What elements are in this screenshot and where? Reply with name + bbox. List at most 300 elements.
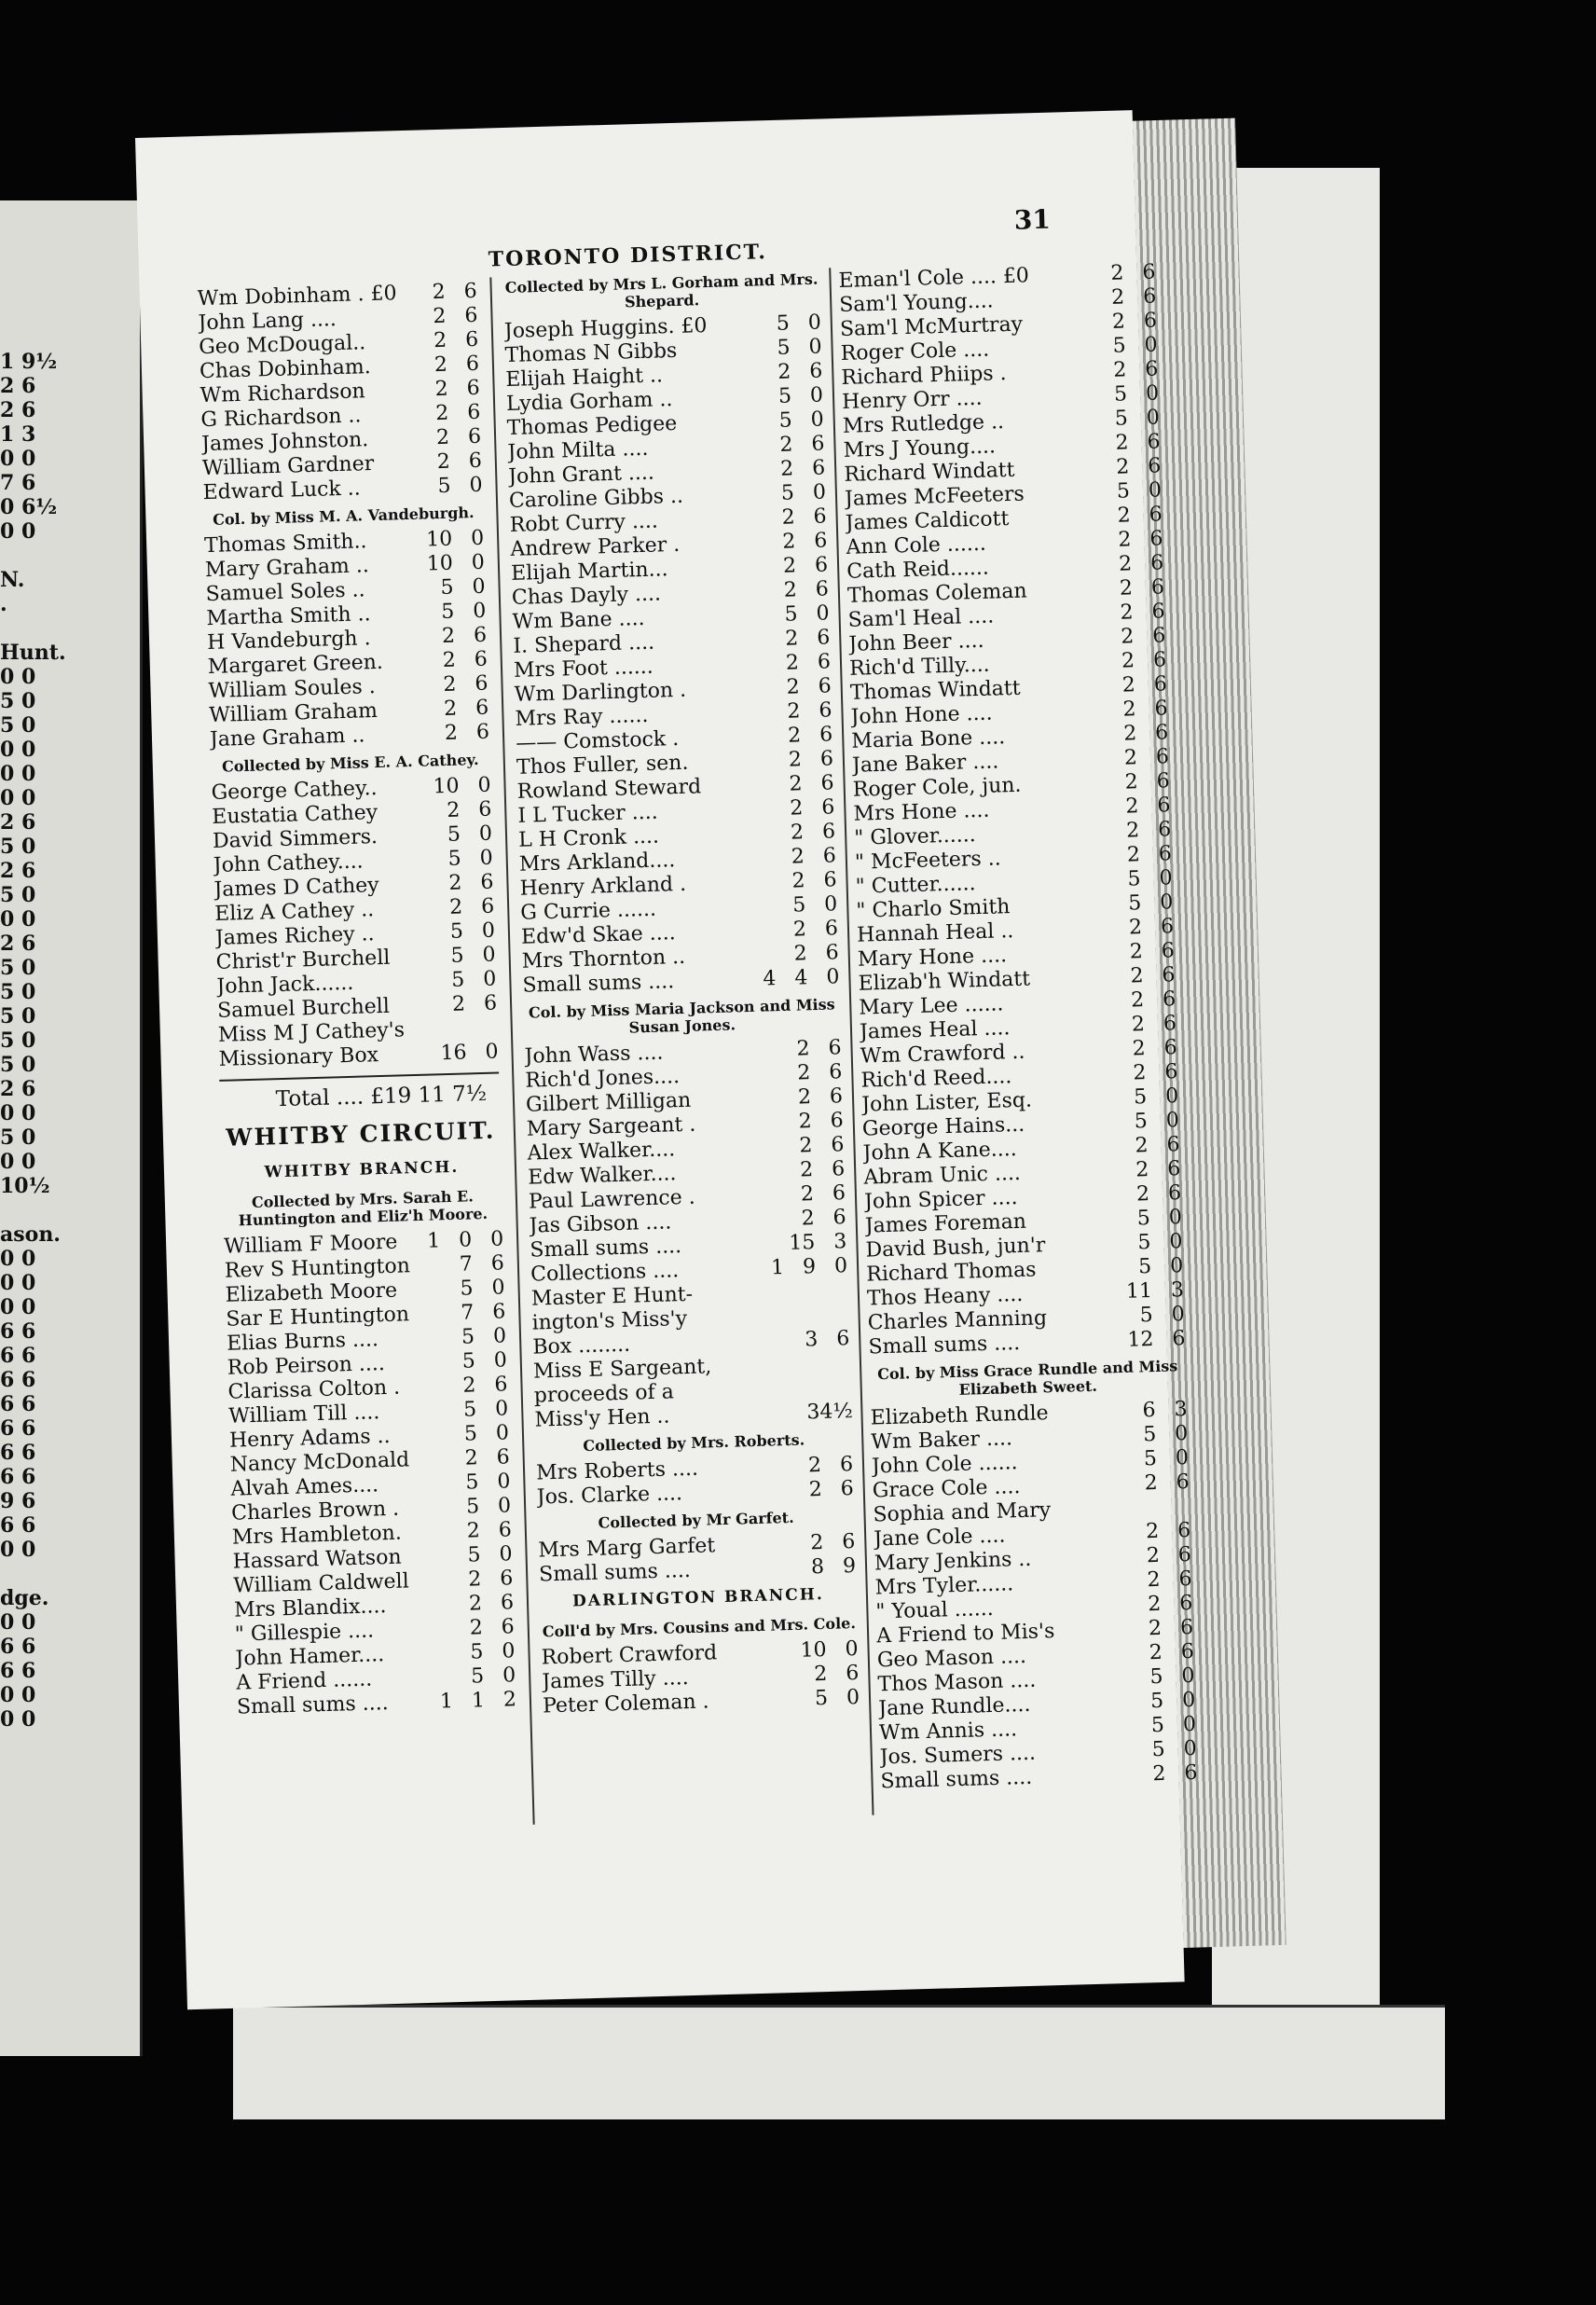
subscriber-name: John Grant .... (507, 461, 655, 489)
subscriber-name: Mrs Tyler...... (874, 1572, 1014, 1600)
subscriber-name: Robt Curry .... (509, 509, 659, 537)
fragment-line: 9 6 (0, 1489, 36, 1513)
subscriber-name: Thomas Smith.. (203, 530, 367, 559)
pence-amount: 6 (1157, 818, 1172, 842)
pounds-amount (423, 1641, 452, 1666)
pence-amount: 0 (478, 821, 493, 846)
subscriber-name: Martha Smith .. (206, 602, 371, 631)
subscriber-name: Small sums .... (530, 1235, 682, 1263)
fragment-line: 6 6 (0, 1416, 36, 1441)
subscriber-name: Thomas N Gibbs (504, 338, 678, 368)
pounds-amount (418, 1423, 447, 1448)
pence-amount: 6 (475, 720, 490, 745)
pounds-amount (758, 1329, 787, 1354)
subscriber-name: Henry Arkland . (519, 872, 687, 901)
subscriber-name: Lydia Gorham .. (505, 388, 673, 416)
pence-amount: 6 (841, 1530, 856, 1554)
shillings-amount: 2 (1133, 1061, 1147, 1085)
shillings-amount: 2 (790, 821, 805, 845)
fragment-line: 0 0 (0, 519, 36, 544)
fragment-line: 6 6 (0, 1344, 36, 1368)
fragment-line: 5 0 (0, 1125, 36, 1150)
pence-amount: 6 (1142, 260, 1156, 284)
subscriber-name: John Jack...... (216, 971, 354, 999)
shillings-amount: 2 (779, 433, 793, 457)
shillings-amount (787, 1352, 819, 1377)
subscriber-name: Roger Cole, jun. (852, 773, 1022, 802)
pence-amount: 6 (464, 327, 479, 352)
subscriber-name: George Hains... (861, 1112, 1025, 1141)
shillings-amount: 5 (784, 602, 798, 627)
pence-amount: 6 (823, 868, 837, 892)
subscriber-name: Master E Hunt- (530, 1282, 694, 1311)
pounds-amount (421, 1568, 450, 1594)
pence-amount: 6 (1177, 1542, 1192, 1567)
pence-amount: 3 (1170, 1278, 1185, 1303)
shillings-amount: 2 (1118, 528, 1132, 552)
fragment-line: 2 6 (0, 398, 36, 422)
subscriber-name: David Simmers. (212, 825, 378, 853)
fragment-line (0, 1198, 65, 1222)
pounds-amount (753, 1159, 782, 1184)
pence-amount: 6 (498, 1518, 513, 1542)
bottom-sheet (233, 2005, 1445, 2119)
subscriber-name: Elizab'h Windatt (858, 967, 1031, 996)
shillings-amount: 2 (1148, 1616, 1163, 1641)
pence-amount: 6 (822, 844, 837, 868)
subscriber-name: " Charlo Smith (856, 895, 1011, 923)
shillings-amount: 2 (1129, 940, 1144, 964)
entry-list (211, 774, 499, 1072)
pounds-amount (422, 1593, 451, 1618)
pence-amount: 0 (1146, 406, 1161, 430)
pence-amount: 0 (492, 1324, 507, 1348)
shillings-amount: 11 (1125, 1279, 1153, 1304)
fragment-line: 7 6 (0, 471, 36, 495)
pence-amount: 0 (502, 1663, 516, 1688)
subscriber-name: I L Tucker .... (517, 800, 659, 828)
pence-amount: 0 (479, 846, 494, 870)
shillings-amount: 16 (440, 1041, 467, 1066)
subscriber-name: Margaret Green. (207, 650, 384, 680)
collector-heading: Col. by Miss M. A. Vandeburgh. (212, 504, 475, 529)
shillings-amount: 2 (797, 1085, 812, 1110)
pence-amount: 4½ (819, 1400, 854, 1425)
subscriber-name: Thomas Coleman (846, 579, 1027, 608)
shillings-amount: 2 (1119, 576, 1134, 600)
shillings-amount: 2 (1111, 310, 1126, 334)
shillings-amount: 5 (465, 1470, 479, 1495)
shillings-amount: 2 (444, 721, 459, 745)
fragment-line: 0 0 (0, 1271, 36, 1295)
shillings-amount: 2 (464, 1446, 479, 1470)
subscriber-name: Wm Dobinham . £0 (197, 282, 397, 311)
pounds-amount (751, 1086, 780, 1111)
pence-amount: 6 (467, 400, 481, 425)
subscriber-name: Box ........ (532, 1332, 631, 1360)
pence-amount: 0 (808, 335, 822, 359)
shillings-amount: 2 (1110, 285, 1125, 310)
subscriber-name: Missionary Box (218, 1043, 379, 1071)
subscriber-name: James Richey .. (214, 922, 375, 950)
shillings-amount: 10 (800, 1637, 827, 1663)
branch-heading: WHITBY BRANCH. (264, 1157, 460, 1182)
branch-heading: DARLINGTON BRANCH. (571, 1584, 825, 1611)
pence-amount: 0 (1174, 1422, 1189, 1446)
subscriber-name: Mrs Marg Garfet (538, 1534, 716, 1563)
page-number: 31 (1013, 203, 1052, 236)
pence-amount: 6 (501, 1615, 516, 1639)
pence-amount: 6 (463, 279, 478, 304)
shillings-amount: 5 (451, 968, 465, 992)
shillings-amount: 2 (789, 772, 803, 796)
subscriber-name: Hannah Heal .. (856, 919, 1014, 947)
pence-amount: 6 (1149, 503, 1163, 527)
shillings-amount: 5 (462, 1398, 477, 1422)
pounds-amount (759, 1377, 788, 1402)
shillings-amount: 2 (435, 401, 449, 426)
pence-amount: 0 (477, 773, 491, 798)
pence-amount: 6 (1154, 697, 1168, 721)
subscriber-name: Wm Bane .... (512, 606, 645, 634)
pence-amount: 0 (1145, 381, 1160, 406)
subscriber-name: Mrs J Young.... (843, 435, 997, 462)
shillings-amount: 10 (433, 774, 460, 799)
fragment-line: 2 6 (0, 810, 36, 835)
subscriber-name: James McFeeters (844, 482, 1025, 511)
pence-amount: 0 (812, 480, 827, 504)
subscriber-name: Elijah Martin... (510, 558, 668, 586)
shillings-amount: 5 (461, 1349, 476, 1373)
shillings-amount: 2 (791, 869, 805, 893)
shillings-amount: 2 (782, 554, 797, 578)
pence-amount: 0 (1148, 478, 1163, 503)
shillings-amount: 2 (432, 280, 447, 305)
pounds-amount (419, 1471, 447, 1497)
pence-amount: 6 (831, 1133, 845, 1157)
subscriber-name: Joseph Huggins. £0 (503, 313, 708, 344)
shillings-amount: 2 (779, 457, 794, 481)
shillings-amount: 5 (1137, 1255, 1152, 1279)
fragment-line: 0 0 (0, 1247, 36, 1271)
subscriber-name: Edw Walker.... (527, 1162, 677, 1190)
pence-amount: 6 (474, 647, 488, 672)
pounds-amount (760, 1401, 789, 1427)
shillings-amount: 5 (449, 919, 464, 944)
pence-amount: 6 (500, 1591, 515, 1615)
shillings-amount: 5 (450, 944, 464, 968)
shillings-amount: 2 (441, 624, 456, 649)
subscriber-name: Robert Crawford (541, 1641, 718, 1670)
shillings-amount: 2 (433, 328, 447, 353)
shillings-amount: 5 (467, 1543, 481, 1567)
shillings-amount: 2 (808, 1477, 823, 1502)
column-2 (502, 270, 860, 1719)
shillings-amount: 2 (434, 377, 448, 402)
subscriber-name: Mrs Foot ...... (513, 655, 654, 683)
shillings-amount: 2 (443, 672, 457, 697)
previous-page-fragment (0, 200, 143, 2056)
subscriber-name: Abram Unic .... (863, 1161, 1022, 1190)
shillings-amount: 1 (471, 1689, 486, 1713)
pence-amount: 2 (502, 1688, 517, 1712)
pence-amount: 6 (1179, 1615, 1194, 1640)
shillings-amount: 2 (1115, 455, 1130, 479)
pounds-amount: 1 (770, 1256, 785, 1280)
shillings-amount (1126, 1496, 1159, 1521)
shillings-amount: 5 (777, 384, 792, 408)
subscriber-name: Mary Jenkins .. (874, 1547, 1032, 1576)
subscriber-name: Richard Windatt (844, 458, 1015, 487)
subscriber-name: Richard Thomas (865, 1258, 1037, 1287)
pence-amount: 6 (814, 529, 828, 553)
subscriber-name: Collections .... (530, 1259, 680, 1287)
pence-amount: 6 (819, 723, 833, 747)
fragment-line: 6 6 (0, 1465, 36, 1489)
subscriber-name: Rev S Huntington (224, 1254, 411, 1283)
pence-amount (465, 1016, 498, 1042)
pence-amount: 6 (829, 1084, 844, 1109)
pence-amount: 6 (840, 1477, 855, 1501)
subscriber-name: Sophia and Mary (873, 1498, 1052, 1527)
subscriber-name: Jane Baker .... (851, 750, 999, 778)
pence-amount: 6 (494, 1373, 508, 1397)
collector-heading: Collected by Mrs. Sarah E. Huntington and Eliz'h Moore. (238, 1187, 488, 1230)
entry-list (504, 311, 840, 999)
shillings-amount: 2 (1115, 431, 1129, 455)
subscriber-name: John Milta .... (507, 436, 649, 464)
pence-amount: 6 (824, 917, 839, 941)
shillings-amount: 5 (440, 600, 455, 625)
subscriber-name: A Friend ...... (235, 1667, 373, 1695)
subscriber-name: Rich'd Reed.... (860, 1065, 1012, 1093)
fragment-line: . (0, 592, 7, 616)
pence-amount: 6 (820, 795, 835, 820)
subscriber-name: Jos. Sumers .... (879, 1741, 1037, 1770)
fragment-line: 0 0 (0, 665, 36, 689)
shillings-amount: 4 (794, 966, 808, 990)
shillings-amount: 2 (448, 871, 462, 895)
subscriber-name: Ann Cole ...... (846, 531, 987, 559)
pence-amount: 0 (497, 1470, 511, 1494)
entry-list (538, 1530, 856, 1587)
pence-amount: 6 (480, 894, 495, 918)
shillings-amount: 2 (436, 449, 451, 475)
subscriber-name: Miss'y Hen .. (534, 1404, 670, 1432)
subscriber-name: Thomas Windatt (849, 676, 1021, 705)
shillings-amount: 2 (783, 578, 798, 602)
shillings-amount: 5 (1149, 1689, 1164, 1714)
shillings-amount: 2 (1144, 1470, 1159, 1496)
subscriber-name: Jane Graham .. (209, 724, 365, 752)
subscriber-name: Nancy McDonald (229, 1448, 410, 1477)
shillings-amount: 2 (1121, 673, 1136, 697)
subscriber-name: Mrs Ray ...... (515, 703, 649, 731)
pence-amount: 6 (490, 1251, 505, 1276)
entry-list (224, 1227, 516, 1719)
shillings-amount: 5 (437, 474, 451, 499)
shillings-amount: 2 (466, 1519, 481, 1543)
shillings-amount: 2 (793, 942, 808, 966)
entry-list (536, 1453, 854, 1510)
subscriber-name: Sam'l Heal .... (847, 604, 995, 632)
shillings-amount (784, 1279, 817, 1304)
subscriber-name: Jane Rundle.... (878, 1692, 1031, 1721)
shillings-amount: 2 (810, 1530, 824, 1555)
fragment-line: 5 0 (0, 835, 36, 859)
subscriber-name: " Cutter...... (855, 872, 976, 899)
fragment-line: 2 6 (0, 1077, 36, 1101)
pence-amount: 6 (813, 504, 827, 529)
subscriber-name: G Richardson .. (200, 404, 362, 433)
fragment-line: 5 0 (0, 883, 36, 907)
subscriber-name: Elijah Haight .. (505, 364, 664, 393)
pence-amount: 6 (1176, 1470, 1190, 1495)
subscriber-name: Miss E Sargeant, (532, 1355, 712, 1384)
pounds-amount: 4 (763, 967, 777, 991)
shillings-amount: 5 (1137, 1231, 1151, 1255)
pence-amount: 6 (1149, 527, 1163, 551)
subscriber-name: A Friend to Mis's (875, 1620, 1055, 1649)
subscriber-name: Small sums .... (880, 1765, 1033, 1794)
shillings-amount: 5 (440, 575, 454, 600)
fragment-line: N. (0, 568, 25, 592)
subscriber-name: Mary Graham .. (204, 554, 370, 583)
shillings-amount: 12 (1127, 1328, 1154, 1352)
shillings-amount: 2 (1147, 1567, 1161, 1593)
shillings-amount: 2 (1121, 625, 1135, 649)
shillings-amount: 2 (442, 648, 457, 673)
subscriber-name: Eustatia Cathey (212, 801, 378, 829)
fragment-line: 6 6 (0, 1392, 36, 1416)
fragment-line: 0 0 (0, 1101, 36, 1125)
subscriber-name: Chas Dayly .... (511, 582, 662, 610)
pence-amount: 6 (1145, 357, 1159, 381)
collector-heading: Collected by Miss E. A. Cathey. (221, 750, 479, 776)
shillings-amount: 5 (1134, 1110, 1149, 1134)
pence-amount: 6 (1163, 1012, 1177, 1036)
pence-amount: 0 (833, 1254, 848, 1278)
fragment-line: 0 0 (0, 1150, 36, 1174)
subscriber-name: Wm Annis .... (878, 1718, 1018, 1746)
page-header: TORONTO DISTRICT. (488, 240, 768, 272)
pounds-amount (759, 1353, 788, 1378)
fragment-line: 1 3 (0, 422, 36, 447)
shillings-amount: 2 (1121, 649, 1135, 673)
pence-amount: 0 (495, 1421, 510, 1445)
pounds-amount (750, 1038, 778, 1063)
subscriber-name: Mrs Arkland.... (518, 849, 676, 876)
shillings-amount: 10 (426, 551, 454, 576)
subscriber-name: G Currie ...... (520, 897, 657, 925)
shillings-amount: 2 (796, 1061, 811, 1085)
subscriber-name: Sam'l Young.... (838, 289, 994, 317)
pence-amount: 0 (1181, 1688, 1196, 1713)
shillings-amount: 5 (1113, 382, 1128, 407)
pence-amount: 6 (811, 432, 825, 456)
shillings-amount (433, 1016, 466, 1042)
pence-amount: 6 (1151, 600, 1165, 624)
pence-amount: 0 (1182, 1712, 1197, 1737)
shillings-amount: 5 (470, 1664, 485, 1689)
subscriber-name: Caroline Gibbs .. (508, 484, 684, 513)
entry-list (204, 527, 489, 752)
subscriber-name: Elizabeth Rundle (870, 1401, 1049, 1430)
subscriber-name: John Wass .... (524, 1041, 664, 1069)
subscriber-name: Geo McDougal.. (198, 331, 366, 360)
fragment-line: 6 6 (0, 1441, 36, 1465)
subscriber-name: Thos Fuller, sen. (516, 751, 689, 780)
subscriber-name: Thomas Pedigee (506, 411, 678, 440)
fragment-line: 5 0 (0, 1004, 36, 1028)
shillings-amount: 2 (813, 1662, 828, 1687)
pence-amount: 6 (465, 352, 480, 377)
entry-list (870, 1398, 1197, 1794)
fragment-line: 10½ (0, 1174, 50, 1198)
shillings-amount: 7 (460, 1301, 475, 1325)
pence-amount: 0 (471, 550, 486, 575)
pence-amount: 6 (1160, 915, 1175, 939)
subscriber-name: ington's Miss'y (531, 1306, 688, 1335)
subscriber-name: Mrs Hone .... (853, 798, 990, 826)
pence-amount: 6 (464, 303, 478, 328)
subscriber-name: " Gillespie .... (234, 1619, 375, 1647)
shillings-amount: 5 (814, 1686, 829, 1711)
pounds-amount (414, 1302, 443, 1327)
pence-amount: 6 (1180, 1639, 1195, 1664)
subscriber-name: " McFeeters .. (854, 847, 1002, 875)
shillings-amount: 2 (435, 425, 450, 450)
pence-amount: 6 (828, 1036, 842, 1060)
pence-amount: 0 (1164, 1084, 1179, 1109)
pence-amount: 0 (493, 1348, 508, 1373)
shillings-amount: 2 (1149, 1640, 1163, 1665)
pence-amount: 3 (1174, 1398, 1188, 1422)
shillings-amount: 5 (461, 1325, 475, 1349)
subscriber-name: Andrew Parker . (510, 532, 681, 561)
pence-amount: 6 (475, 671, 488, 697)
subscriber-name: Mary Sargeant . (526, 1112, 696, 1141)
pence-amount: 6 (1150, 575, 1165, 600)
pence-amount (1158, 1495, 1190, 1520)
pence-amount: 0 (1175, 1446, 1190, 1470)
pence-amount: 6 (835, 1327, 850, 1351)
shillings-amount: 2 (1122, 722, 1137, 746)
shillings-amount: 2 (1117, 504, 1132, 528)
pence-amount: 6 (832, 1206, 846, 1230)
pence-amount: 6 (475, 696, 489, 721)
subscriber-name: Rowland Steward (516, 775, 702, 804)
shillings-amount: 2 (777, 360, 791, 384)
subscriber-name: Charles Manning (867, 1306, 1048, 1335)
fragment-line: 0 0 (0, 1295, 36, 1319)
subscriber-name: Henry Adams .. (228, 1424, 391, 1453)
subscriber-name: William Soules . (208, 675, 377, 704)
pounds-amount (420, 1520, 449, 1545)
shillings-amount: 2 (467, 1567, 482, 1592)
subscriber-name: " Youal ...... (875, 1596, 995, 1624)
fragment-line: 5 0 (0, 1028, 36, 1053)
pence-amount: 6 (1178, 1567, 1192, 1592)
subscriber-name: Edward Luck .. (202, 476, 362, 505)
shillings-amount: 5 (780, 481, 795, 505)
shillings-amount: 0 (458, 1228, 473, 1252)
pence-amount: 6 (483, 991, 498, 1015)
pence-amount: 6 (473, 623, 488, 648)
shillings-amount: 5 (1114, 407, 1129, 431)
subscriber-name: John Cathey.... (213, 849, 364, 877)
shillings-amount: 2 (1126, 843, 1141, 867)
